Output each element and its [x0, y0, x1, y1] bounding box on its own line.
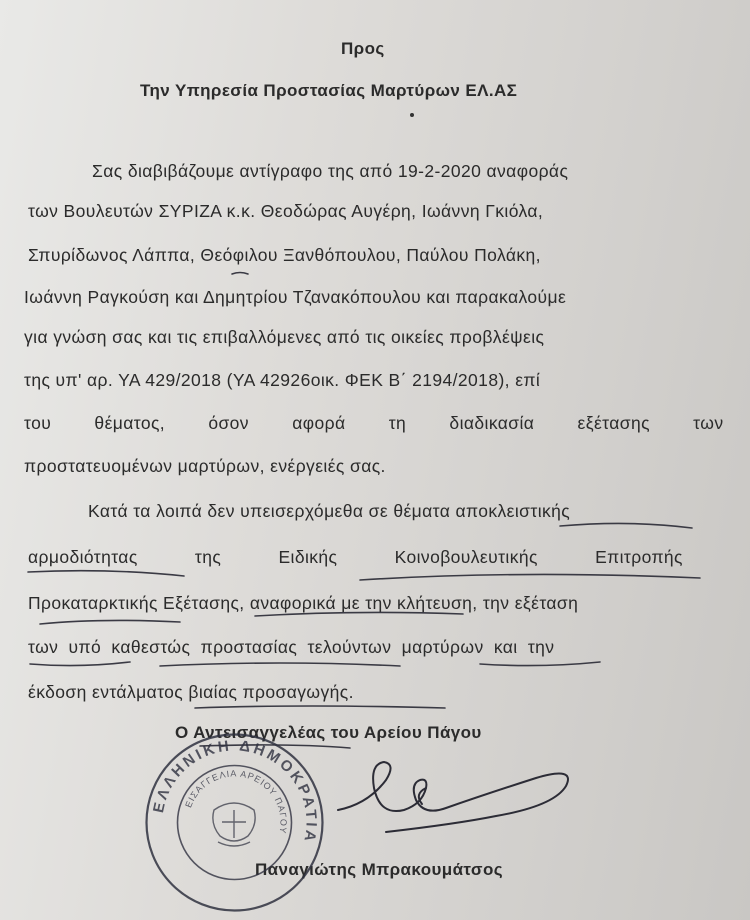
p1-line-6: της υπ' αρ. ΥΑ 429/2018 (ΥΑ 42926οικ. ΦΕΚ Β΄ 2194/2018), επί — [24, 370, 541, 390]
ink-dot — [410, 113, 414, 117]
svg-text:ΕΙΣΑΓΓΕΛΙΑ ΑΡΕΙΟΥ ΠΑΓΟΥ: ΕΙΣΑΓΓΕΛΙΑ ΑΡΕΙΟΥ ΠΑΓΟΥ — [183, 768, 289, 835]
p2-line-1: Κατά τα λοιπά δεν υπεισερχόμεθα σε θέματα αποκλειστικής — [88, 501, 571, 521]
p1-line-2-text: των Βουλευτών ΣΥΡΙΖΑ κ.κ. Θεοδώρας Αυγέρη, Ιωάννη Γκιόλα, — [28, 201, 544, 221]
header-recipient: Την Υπηρεσία Προστασίας Μαρτύρων ΕΛ.ΑΣ — [140, 81, 518, 100]
p2-line-3: Προκαταρκτικής Εξέτασης, αναφορικά με την κλήτευση, την εξέταση — [28, 593, 579, 613]
official-seal-stamp — [142, 730, 327, 915]
handwritten-signature — [330, 740, 600, 835]
p1-line-1: Σας διαβιβάζουμε αντίγραφο της από 19-2-2020 αναφοράς — [92, 161, 569, 181]
p1-line-3: Σπυρίδωνος Λάππα, Θεόφιλου Ξανθόπουλου, Παύλου Πολάκη, — [28, 245, 541, 265]
p1-line-5: για γνώση σας και τις επιβαλλόμενες από τις οικείες προβλέψεις — [24, 327, 545, 347]
svg-text:ΕΛΛΗΝΙΚΗ ΔΗΜΟΚΡΑΤΙΑ: ΕΛΛΗΝΙΚΗ ΔΗΜΟΚΡΑΤΙΑ — [150, 737, 320, 846]
p2-line-4: των υπό καθεστώς προστασίας τελούντων μαρτύρων και την — [28, 637, 555, 657]
header-to: Προς — [341, 39, 385, 58]
signature-name: Παναγιώτης Μπρακουμάτσος — [255, 860, 503, 879]
p1-line-4: Ιωάννη Ραγκούση και Δημητρίου Τζανακόπουλου και παρακαλούμε — [24, 287, 567, 307]
p2-line-2: αρμοδιότητας της Ειδικής Κοινοβουλευτικής Επιτροπής — [28, 547, 683, 567]
p1-line-7: του θέματος, όσον αφορά τη διαδικασία εξέτασης των — [24, 413, 724, 433]
p2-line-5: έκδοση εντάλματος βιαίας προσαγωγής. — [28, 682, 354, 702]
p1-line-2 — [28, 200, 693, 222]
p1-line-8: προστατευομένων μαρτύρων, ενέργειές σας. — [24, 456, 386, 476]
signature-title: Ο Αντεισαγγελέας του Αρείου Πάγου — [175, 723, 482, 742]
